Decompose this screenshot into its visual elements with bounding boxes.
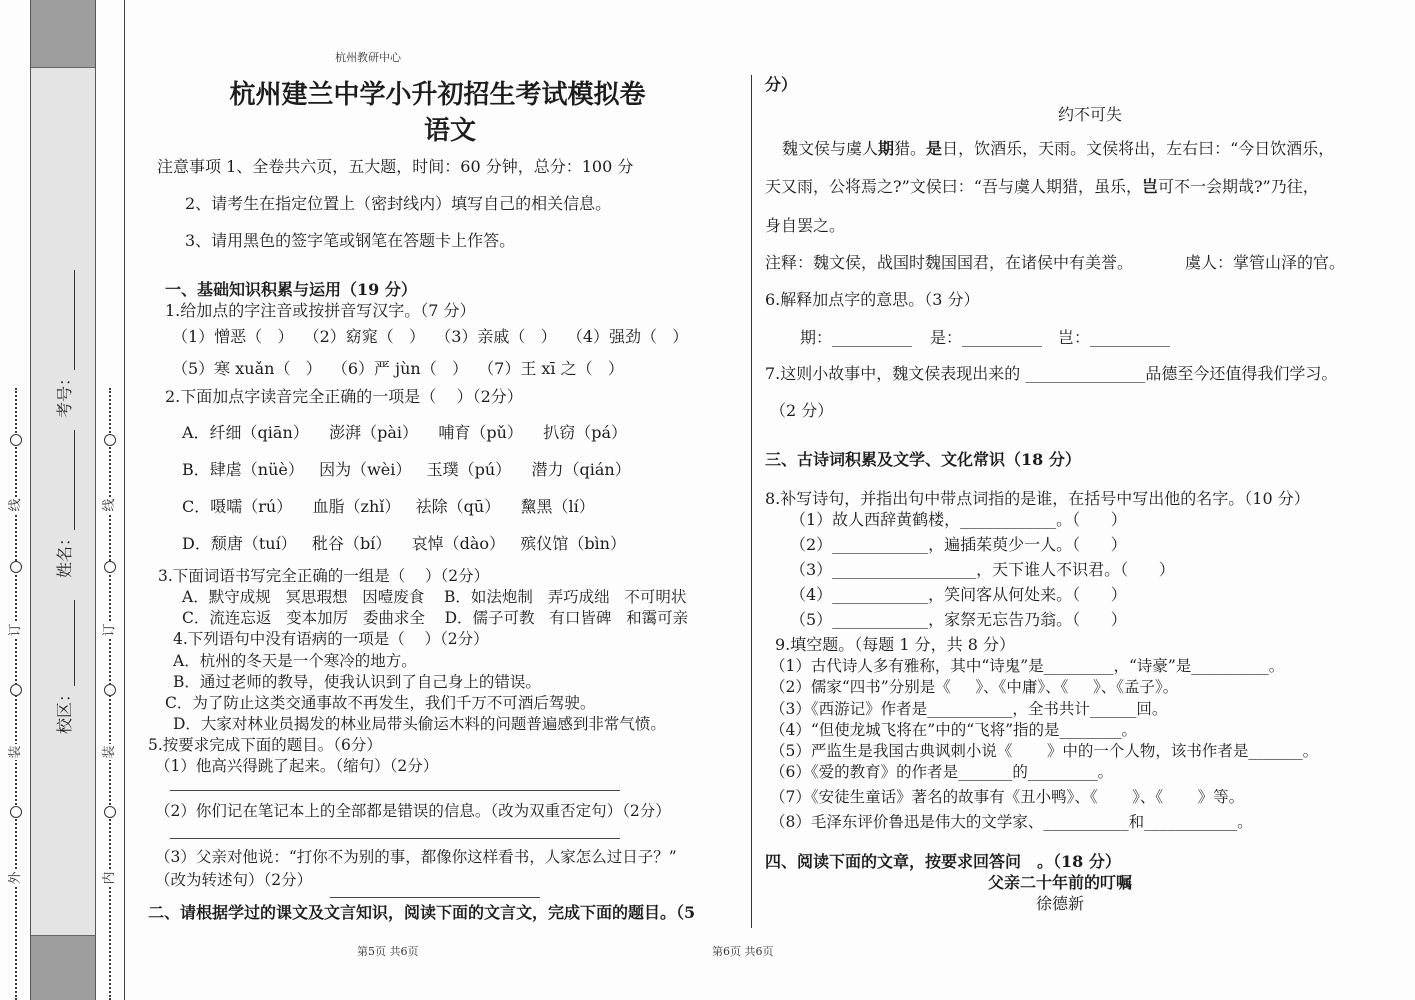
question-option: A．纤细（qiān） 澎湃（pài） 哺育（pǔ） 扒窃（pá）: [182, 423, 628, 442]
question-option: B．肆虐（nüè） 因为（wèi） 玉璞（pú） 潜力（qián）: [182, 460, 631, 479]
binding-bar-top-cap: [31, 0, 95, 68]
fill-line: （7）《安徒生童话》著名的故事有《丑小鸭》、《 》、《 》等。: [770, 788, 1245, 806]
question-stem: 7.这则小故事中，魏文侯表现出来的 _______________品德至今还值得我们学习。: [765, 364, 1338, 383]
passage-text: 魏文侯与虞人: [782, 139, 879, 158]
section-heading: 三、古诗词积累及文学、文化常识（18 分）: [765, 450, 1081, 469]
dotted-char: 期: [878, 139, 895, 158]
passage-line: 身自罢之。: [765, 216, 846, 235]
seal-hole-icon: [10, 684, 22, 696]
column-divider: [751, 75, 752, 928]
blank-answer: 是：__________: [930, 328, 1043, 347]
passage-line: [782, 139, 1334, 159]
notice-line: 3、请用黑色的签字笔或钢笔在答题卡上作答。: [185, 231, 516, 250]
passage-note: 注释：魏文侯，战国时魏国国君，在诸侯中有美誉。: [765, 253, 1134, 272]
answer-line: [170, 838, 620, 839]
blank-answer: 岂：__________: [1058, 328, 1171, 347]
exam-title: 杭州建兰中学小升初招生考试模拟卷: [229, 80, 646, 110]
exam-number-label: 考号：: [55, 369, 74, 418]
question-stem: 5.按要求完成下面的题目。（6分）: [148, 736, 382, 754]
notice-line: 注意事项 1、全卷共六页，五大题，时间：60 分钟，总分：100 分: [157, 157, 634, 176]
page-number-right: 第6页 共6页: [712, 945, 774, 958]
header-org: 杭州教研中心: [335, 51, 401, 64]
fill-line: （8）毛泽东评价鲁迅是伟大的文学家、___________和____________。: [770, 813, 1253, 831]
question-stem: 9.填空题。（每题 1 分，共 8 分）: [775, 635, 1015, 654]
question-row: （1）憎恶（ ） （2）窈窕（ ） （3）亲戚（ ） （4）强劲（ ）: [172, 327, 689, 346]
answer-line: [170, 790, 620, 791]
answer-line: [330, 897, 540, 898]
seal-hole-icon: [104, 806, 116, 818]
student-info-fields: [55, 270, 75, 734]
seal-hole-icon: [104, 561, 116, 573]
notice-line: 2、请考生在指定位置上（密封线内）填写自己的相关信息。: [185, 194, 612, 213]
question-option: D．颓唐（tuí） 秕谷（bí） 哀悼（dào） 殡仪馆（bìn）: [182, 534, 626, 553]
question-option: C．为了防止这类交通事故不再发生，我们千万不可酒后驾驶。: [165, 694, 596, 712]
seal-hole-icon: [10, 806, 22, 818]
question-stem: 1.给加点的字注音或按拼音写汉字。（7 分）: [165, 301, 476, 320]
passage-line: [765, 177, 1319, 197]
passage-text: 天又雨，公将焉之?”文侯曰：“吾与虞人期猎，虽乐，: [765, 177, 1142, 196]
question-option: C．流连忘返 变本加厉 委曲求全 D．儒子可教 有口皆碑 和霭可亲: [182, 609, 689, 627]
blank-answer: 期：__________: [800, 328, 913, 347]
inner-seal-mark: 装: [102, 745, 117, 759]
question-option: A．默守成规 冥思瑕想 因噎废食 B．如法炮制 弄巧成绌 不可明状: [182, 588, 687, 606]
outer-seal-mark: 线: [8, 498, 23, 512]
inner-seal-mark: 内: [102, 871, 117, 885]
question-option: B．通过老师的教导，使我认识到了自己身上的错误。: [173, 673, 541, 691]
section-heading-cont: 分）: [765, 75, 798, 94]
question-stem: 8.补写诗句，并指出句中带点词指的是谁，在括号中写出他的名字。（10 分）: [765, 489, 1310, 508]
poem-line: （2）____________，遍插茱萸少一人。（ ）: [790, 535, 1127, 554]
article-title: 父亲二十年前的叮嘱: [987, 873, 1132, 892]
inner-seal-mark: 订: [102, 623, 117, 637]
question-stem: 4.下列语句中没有语病的一项是（ ）（2分）: [173, 630, 489, 648]
question-points: （2 分）: [770, 401, 834, 420]
name-label: 姓名：: [55, 529, 74, 578]
section-heading: 二、请根据学过的课文及文言知识，阅读下面的文言文，完成下面的题目。（5: [148, 903, 696, 922]
article-author: 徐德新: [1035, 894, 1084, 913]
fill-line: （3）《西游记》作者是___________，全书共计______回。: [770, 700, 1168, 718]
question-sub: （3）父亲对他说：“打你不为别的事，都像你这样看书，人家怎么过日子？”: [155, 848, 677, 866]
dotted-char: 是: [926, 139, 943, 158]
inner-seal-mark: 线: [102, 498, 117, 512]
question-sub: （1）他高兴得跳了起来。（缩句）（2分）: [155, 757, 439, 775]
school-label: 校区：: [55, 685, 74, 734]
fill-line: （6）《爱的教育》的作者是_______的_________。: [770, 763, 1114, 781]
section-heading: 一、基础知识积累与运用（19 分）: [165, 280, 417, 299]
fill-line: （4）“但使龙城飞将在”中的“飞将”指的是________。: [770, 721, 1138, 739]
outer-seal-mark: 装: [8, 745, 23, 759]
poem-line: （5）____________，家祭无忘告乃翁。（ ）: [790, 610, 1127, 629]
fill-line: （5）严监生是我国古典讽刺小说《 》中的一个人物，该书作者是_______。: [770, 742, 1319, 760]
passage-text: 可不一会期哉?”乃往，: [1157, 177, 1319, 196]
outer-seal-mark: 外: [8, 871, 23, 885]
passage-text: 日，饮酒乐，天雨。文侯将出，左右曰：“今日饮酒乐，: [942, 139, 1335, 158]
question-sub-task: （改为转述句）（2分）: [155, 871, 313, 889]
seal-hole-icon: [104, 434, 116, 446]
exam-number-field: [57, 270, 75, 370]
page-number-left: 第5页 共6页: [357, 945, 419, 958]
dotted-char: 岂: [1141, 177, 1158, 196]
name-field: [57, 430, 75, 530]
poem-line: （4）____________，笑问客从何处来。（ ）: [790, 585, 1127, 604]
binding-edge-line: [124, 0, 125, 1000]
passage-note: 虞人：掌管山泽的官。: [1185, 253, 1346, 272]
outer-seal-mark: 订: [8, 623, 23, 637]
question-stem: 3.下面词语书写完全正确的一组是（ ）（2分）: [158, 567, 490, 585]
fill-line: （2）儒家“四书”分别是《 》、《中庸》、《 》、《孟子》。: [770, 678, 1179, 696]
question-row: （5）寒 xuǎn（ ） （6）严 jùn（ ） （7）王 xī 之（ ）: [172, 359, 624, 378]
seal-hole-icon: [104, 684, 116, 696]
passage-title: 约不可失: [1057, 105, 1122, 124]
question-option: A．杭州的冬天是一个寒冷的地方。: [173, 652, 417, 670]
seal-hole-icon: [10, 434, 22, 446]
question-stem: 2.下面加点字读音完全正确的一项是（ ）（2分）: [165, 387, 523, 406]
seal-hole-icon: [10, 561, 22, 573]
poem-line: （3）__________________，天下谁人不识君。（ ）: [790, 560, 1175, 579]
question-option: C．嗫嚅（rú） 血脂（zhǐ） 祛除（qū） 黧黑（lí）: [182, 497, 595, 516]
passage-text: 猎。: [894, 139, 927, 158]
school-field: [57, 600, 75, 686]
question-sub: （2）你们记在笔记本上的全部都是错误的信息。（改为双重否定句）（2分）: [155, 802, 671, 820]
fill-line: （1）古代诗人多有雅称，其中“诗鬼”是_________，“诗豪”是__________。: [770, 657, 1285, 675]
question-option: D．大家对林业员揭发的林业局带头偷运木料的问题普遍感到非常气愤。: [173, 715, 666, 733]
poem-line: （1）故人西辞黄鹤楼，____________。（ ）: [790, 510, 1127, 529]
exam-subject: 语文: [423, 116, 476, 146]
section-heading: 四、阅读下面的文章，按要求回答问 。（18 分）: [765, 852, 1121, 871]
question-stem: 6.解释加点字的意思。（3 分）: [765, 290, 980, 309]
binding-bar-bottom-cap: [31, 935, 95, 1000]
